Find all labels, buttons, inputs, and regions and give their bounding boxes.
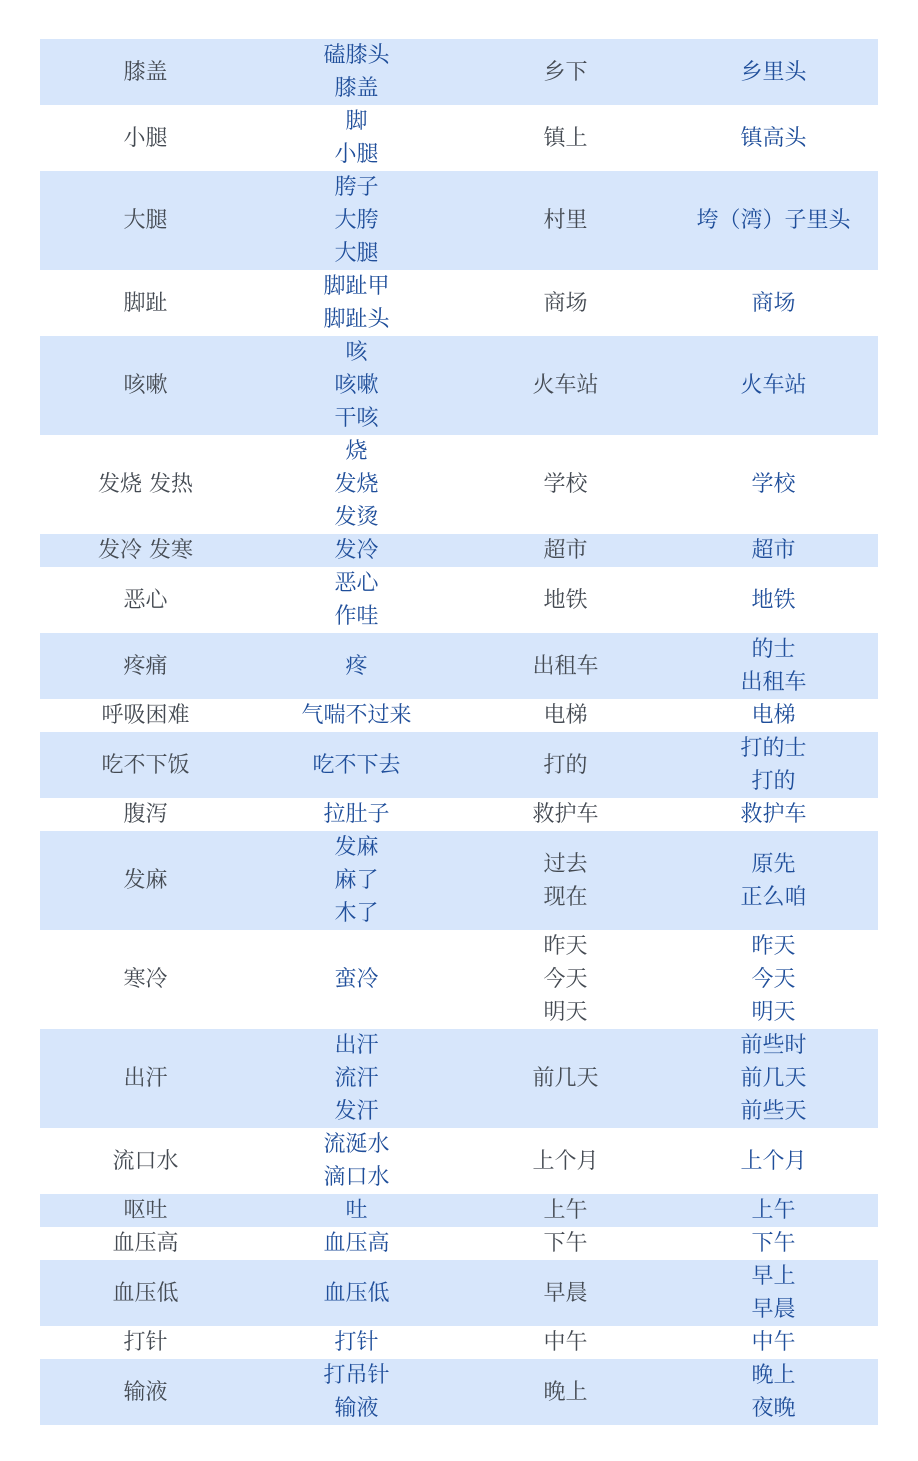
cell-text: 乡里头 bbox=[740, 59, 807, 85]
cell-text: 下午 bbox=[751, 1231, 796, 1256]
table-row bbox=[40, 831, 878, 930]
cell-text: 输液 bbox=[123, 1379, 168, 1405]
cell-text: 镇高头 bbox=[740, 125, 807, 151]
table-cell bbox=[251, 1277, 462, 1310]
table-cell bbox=[669, 1326, 878, 1359]
table-cell bbox=[251, 650, 462, 683]
cell-text: 上个月 bbox=[532, 1148, 599, 1174]
cell-text: 脚趾头 bbox=[323, 307, 390, 332]
table-cell bbox=[669, 1227, 878, 1260]
table-row bbox=[40, 1128, 878, 1194]
table-cell bbox=[669, 1359, 878, 1425]
cell-text: 疼痛 bbox=[123, 653, 168, 679]
table-cell bbox=[462, 534, 669, 567]
cell-text: 呼吸困难 bbox=[101, 703, 190, 728]
cell-text: 前些天 bbox=[740, 1099, 807, 1124]
cell-text: 地铁 bbox=[543, 587, 588, 613]
cell-text: 商场 bbox=[751, 290, 796, 316]
table-cell bbox=[40, 1376, 251, 1409]
cell-text: 地铁 bbox=[751, 587, 796, 613]
cell-text: 磕膝头 bbox=[323, 43, 390, 68]
cell-text: 大腿 bbox=[123, 208, 168, 233]
cell-text: 学校 bbox=[751, 472, 796, 497]
cell-text: 血压高 bbox=[112, 1231, 179, 1256]
cell-text: 上午 bbox=[751, 1198, 796, 1223]
cell-text: 前几天 bbox=[740, 1066, 807, 1091]
table-cell bbox=[251, 171, 462, 270]
cell-text: 发麻 bbox=[334, 835, 379, 860]
cell-text: 救护车 bbox=[532, 802, 599, 827]
table-row bbox=[40, 567, 878, 633]
table-cell bbox=[462, 749, 669, 782]
cell-text: 脚 bbox=[345, 109, 368, 134]
table-cell bbox=[462, 699, 669, 732]
cell-text: 膝盖 bbox=[123, 59, 168, 85]
cell-text: 烧 bbox=[345, 439, 368, 464]
cell-text: 早上 bbox=[751, 1264, 796, 1289]
cell-text: 早晨 bbox=[751, 1297, 796, 1322]
table-cell bbox=[462, 798, 669, 831]
cell-text: 大胯 bbox=[334, 208, 379, 233]
cell-text: 打的 bbox=[751, 769, 796, 794]
table-cell bbox=[669, 1029, 878, 1128]
table-cell bbox=[251, 1359, 462, 1425]
table-cell bbox=[462, 1062, 669, 1095]
table-cell bbox=[462, 204, 669, 237]
cell-text: 发烫 bbox=[334, 505, 379, 530]
table-cell bbox=[669, 930, 878, 1029]
cell-text: 中午 bbox=[543, 1330, 588, 1355]
cell-text: 恶心 bbox=[123, 587, 168, 613]
table-cell bbox=[251, 336, 462, 435]
table-cell bbox=[462, 650, 669, 683]
table-cell bbox=[462, 848, 669, 914]
table-cell bbox=[669, 369, 878, 402]
table-cell bbox=[40, 1227, 251, 1260]
table-cell bbox=[251, 798, 462, 831]
cell-text: 发烧 bbox=[334, 472, 379, 497]
table-cell bbox=[251, 1128, 462, 1194]
cell-text: 过去 bbox=[543, 851, 588, 877]
table-cell bbox=[462, 369, 669, 402]
cell-text: 下午 bbox=[543, 1231, 588, 1256]
table-cell bbox=[40, 584, 251, 617]
table-cell bbox=[669, 56, 878, 89]
cell-text: 上午 bbox=[543, 1198, 588, 1223]
cell-text: 出租车 bbox=[532, 653, 599, 679]
cell-text: 发冷 bbox=[334, 538, 379, 563]
table-row bbox=[40, 633, 878, 699]
cell-text: 发麻 bbox=[123, 868, 168, 893]
table-cell bbox=[40, 56, 251, 89]
table-cell bbox=[462, 930, 669, 1029]
cell-text: 咳 bbox=[345, 340, 368, 365]
table-row bbox=[40, 105, 878, 171]
cell-text: 膝盖 bbox=[334, 76, 379, 101]
cell-text: 超市 bbox=[751, 538, 796, 563]
table-cell bbox=[251, 1326, 462, 1359]
cell-text: 昨天 bbox=[751, 934, 796, 959]
cell-text: 上个月 bbox=[740, 1148, 807, 1174]
cell-text: 商场 bbox=[543, 290, 588, 316]
table-cell bbox=[669, 798, 878, 831]
table-row bbox=[40, 1326, 878, 1359]
table-cell bbox=[40, 1326, 251, 1359]
table-cell bbox=[462, 1376, 669, 1409]
table-row bbox=[40, 270, 878, 336]
table-row bbox=[40, 798, 878, 831]
cell-text: 学校 bbox=[543, 472, 588, 497]
cell-text: 拉肚子 bbox=[323, 802, 390, 827]
table-cell bbox=[251, 435, 462, 534]
cell-text: 镇上 bbox=[543, 125, 588, 151]
table-row bbox=[40, 930, 878, 1029]
dialect-vocabulary-table bbox=[40, 39, 878, 1425]
table-cell bbox=[40, 963, 251, 996]
cell-text: 电梯 bbox=[751, 703, 796, 728]
table-cell bbox=[669, 699, 878, 732]
cell-text: 腹泻 bbox=[123, 802, 168, 827]
table-cell bbox=[251, 105, 462, 171]
table-cell bbox=[40, 534, 251, 567]
cell-text: 滴口水 bbox=[323, 1165, 390, 1190]
table-cell bbox=[462, 1194, 669, 1227]
cell-text: 发冷 发寒 bbox=[98, 538, 193, 563]
cell-text: 血压低 bbox=[323, 1280, 390, 1306]
cell-text: 流汗 bbox=[334, 1066, 379, 1091]
cell-text: 救护车 bbox=[740, 802, 807, 827]
table-cell bbox=[462, 1277, 669, 1310]
table-cell bbox=[462, 287, 669, 320]
cell-text: 超市 bbox=[543, 538, 588, 563]
cell-text: 前几天 bbox=[532, 1066, 599, 1091]
cell-text: 今天 bbox=[543, 967, 588, 992]
cell-text: 大腿 bbox=[334, 241, 379, 266]
cell-text: 打针 bbox=[123, 1330, 168, 1355]
cell-text: 血压高 bbox=[323, 1231, 390, 1256]
table-cell bbox=[669, 1194, 878, 1227]
table-cell bbox=[40, 798, 251, 831]
cell-text: 吐 bbox=[345, 1198, 368, 1223]
cell-text: 出租车 bbox=[740, 670, 807, 695]
table-cell bbox=[40, 468, 251, 501]
cell-text: 现在 bbox=[543, 884, 588, 910]
table-cell bbox=[251, 567, 462, 633]
table-cell bbox=[40, 650, 251, 683]
table-cell bbox=[251, 39, 462, 105]
cell-text: 恶心 bbox=[334, 571, 379, 596]
table-row bbox=[40, 1260, 878, 1326]
table-cell bbox=[40, 1277, 251, 1310]
cell-text: 昨天 bbox=[543, 934, 588, 959]
cell-text: 火车站 bbox=[740, 373, 807, 398]
cell-text: 寒冷 bbox=[123, 967, 168, 992]
table-cell bbox=[251, 963, 462, 996]
table-cell bbox=[462, 56, 669, 89]
table-cell bbox=[251, 1194, 462, 1227]
table-row bbox=[40, 699, 878, 732]
cell-text: 作哇 bbox=[334, 604, 379, 629]
cell-text: 打吊针 bbox=[323, 1363, 390, 1388]
table-cell bbox=[40, 1194, 251, 1227]
cell-text: 前些时 bbox=[740, 1033, 807, 1058]
cell-text: 晚上 bbox=[543, 1379, 588, 1405]
table-cell bbox=[462, 1326, 669, 1359]
table-cell bbox=[669, 1145, 878, 1178]
table-cell bbox=[669, 584, 878, 617]
table-cell bbox=[669, 848, 878, 914]
cell-text: 乡下 bbox=[543, 59, 588, 85]
cell-text: 今天 bbox=[751, 967, 796, 992]
table-cell bbox=[669, 122, 878, 155]
table-cell bbox=[251, 534, 462, 567]
cell-text: 咳嗽 bbox=[123, 373, 168, 398]
cell-text: 流口水 bbox=[112, 1148, 179, 1174]
cell-text: 村里 bbox=[543, 208, 588, 233]
table-cell bbox=[40, 749, 251, 782]
cell-text: 的士 bbox=[751, 637, 796, 662]
cell-text: 发烧 发热 bbox=[98, 472, 193, 497]
table-cell bbox=[669, 468, 878, 501]
cell-text: 麻了 bbox=[334, 868, 379, 893]
table-row bbox=[40, 1029, 878, 1128]
cell-text: 胯子 bbox=[334, 175, 379, 200]
table-cell bbox=[251, 699, 462, 732]
table-row bbox=[40, 39, 878, 105]
cell-text: 木了 bbox=[334, 901, 379, 926]
table-cell bbox=[669, 732, 878, 798]
table-cell bbox=[40, 204, 251, 237]
cell-text: 疼 bbox=[345, 653, 368, 679]
table-cell bbox=[40, 699, 251, 732]
cell-text: 早晨 bbox=[543, 1280, 588, 1306]
cell-text: 火车站 bbox=[532, 373, 599, 398]
table-row bbox=[40, 1227, 878, 1260]
table-cell bbox=[40, 287, 251, 320]
cell-text: 蛮冷 bbox=[334, 967, 379, 992]
cell-text: 夜晚 bbox=[751, 1396, 796, 1421]
table-cell bbox=[251, 270, 462, 336]
cell-text: 脚趾 bbox=[123, 290, 168, 316]
table-cell bbox=[40, 369, 251, 402]
table-cell bbox=[251, 749, 462, 782]
table-cell bbox=[462, 122, 669, 155]
cell-text: 出汗 bbox=[334, 1033, 379, 1058]
cell-text: 打的 bbox=[543, 752, 588, 778]
table-row bbox=[40, 171, 878, 270]
cell-text: 干咳 bbox=[334, 406, 379, 431]
table-cell bbox=[251, 1227, 462, 1260]
cell-text: 吃不下去 bbox=[312, 752, 401, 778]
table-row bbox=[40, 534, 878, 567]
cell-text: 晚上 bbox=[751, 1363, 796, 1388]
cell-text: 打的士 bbox=[740, 736, 807, 761]
table-cell bbox=[462, 1145, 669, 1178]
cell-text: 打针 bbox=[334, 1330, 379, 1355]
cell-text: 咳嗽 bbox=[334, 373, 379, 398]
table-cell bbox=[462, 468, 669, 501]
cell-text: 明天 bbox=[751, 1000, 796, 1025]
cell-text: 呕吐 bbox=[123, 1198, 168, 1223]
cell-text: 小腿 bbox=[123, 125, 168, 151]
table-cell bbox=[669, 204, 878, 237]
cell-text: 垮（湾）子里头 bbox=[696, 208, 851, 233]
table-cell bbox=[669, 633, 878, 699]
table-cell bbox=[251, 831, 462, 930]
table-row bbox=[40, 1359, 878, 1425]
table-row bbox=[40, 435, 878, 534]
cell-text: 电梯 bbox=[543, 703, 588, 728]
table-row bbox=[40, 1194, 878, 1227]
cell-text: 明天 bbox=[543, 1000, 588, 1025]
table-cell bbox=[40, 1062, 251, 1095]
table-cell bbox=[669, 1260, 878, 1326]
table-cell bbox=[462, 1227, 669, 1260]
cell-text: 血压低 bbox=[112, 1280, 179, 1306]
cell-text: 脚趾甲 bbox=[323, 274, 390, 299]
table-cell bbox=[40, 1145, 251, 1178]
cell-text: 发汗 bbox=[334, 1099, 379, 1124]
table-cell bbox=[462, 584, 669, 617]
table-cell bbox=[669, 534, 878, 567]
table-cell bbox=[669, 287, 878, 320]
cell-text: 中午 bbox=[751, 1330, 796, 1355]
table-row bbox=[40, 336, 878, 435]
table-cell bbox=[40, 122, 251, 155]
cell-text: 流涎水 bbox=[323, 1132, 390, 1157]
cell-text: 吃不下饭 bbox=[101, 752, 190, 778]
table-row bbox=[40, 732, 878, 798]
table-cell bbox=[251, 1029, 462, 1128]
cell-text: 出汗 bbox=[123, 1066, 168, 1091]
cell-text: 输液 bbox=[334, 1396, 379, 1421]
table-cell bbox=[40, 864, 251, 897]
cell-text: 正么咱 bbox=[740, 884, 807, 910]
cell-text: 气喘不过来 bbox=[301, 703, 412, 728]
cell-text: 小腿 bbox=[334, 142, 379, 167]
cell-text: 原先 bbox=[751, 851, 796, 877]
